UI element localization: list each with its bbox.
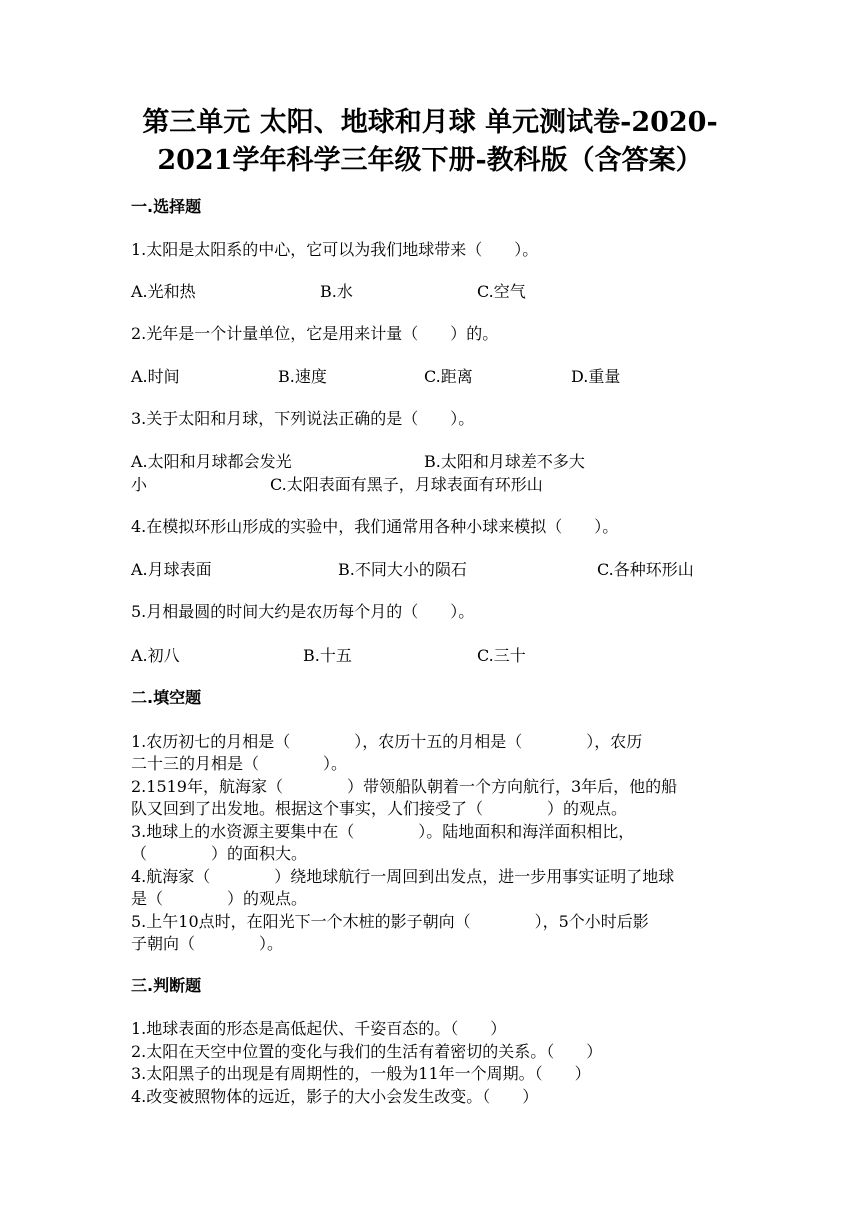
choice-2-option-c: C.距离: [424, 367, 473, 386]
choice-question-1: 1.太阳是太阳系的中心，它可以为我们地球带来（ ）。: [131, 240, 539, 259]
choice-3-option-a: A.太阳和月球都会发光: [131, 452, 292, 471]
fill-line: 1.农历初七的月相是（ ），农历十五的月相是（ ），农历: [131, 732, 643, 751]
choice-4-option-b: B.不同大小的陨石: [338, 560, 467, 579]
fill-line: 3.地球上的水资源主要集中在（ ）。陆地面积和海洋面积相比，: [131, 822, 635, 841]
fill-line: 5.上午10点时，在阳光下一个木桩的影子朝向（ ），5个小时后影: [131, 912, 649, 931]
section-heading-judge: 三.判断题: [131, 976, 202, 995]
judge-line: 2.太阳在天空中位置的变化与我们的生活有着密切的关系。（ ）: [131, 1042, 603, 1061]
judge-line: 4.改变被照物体的远近，影子的大小会发生改变。（ ）: [131, 1087, 539, 1106]
choice-5-option-c: C.三十: [477, 646, 526, 665]
fill-line: 队又回到了出发地。根据这个事实，人们接受了（ ）的观点。: [131, 799, 628, 818]
choice-5-option-a: A.初八: [131, 646, 180, 665]
choice-2-option-b: B.速度: [278, 367, 327, 386]
judge-line: 3.太阳黑子的出现是有周期性的，一般为11年一个周期。（ ）: [131, 1064, 591, 1083]
fill-line: 二十三的月相是（ ）。: [131, 754, 348, 773]
choice-3-option-b: B.太阳和月球差不多大: [424, 452, 585, 471]
fill-line: 4.航海家（ ）绕地球航行一周回到出发点，进一步用事实证明了地球: [131, 867, 675, 886]
fill-line: 子朝向（ ）。: [131, 934, 284, 953]
section-heading-fill: 二.填空题: [131, 688, 202, 707]
choice-question-3: 3.关于太阳和月球，下列说法正确的是（ ）。: [131, 409, 475, 428]
choice-1-option-c: C.空气: [477, 282, 526, 301]
fill-line: 2.1519年，航海家（ ）带领船队朝着一个方向航行，3年后，他的船: [131, 777, 678, 796]
choice-question-4: 4.在模拟环形山形成的实验中，我们通常用各种小球来模拟（ ）。: [131, 517, 619, 536]
choice-3-option-b-wrap: 小: [131, 475, 148, 494]
fill-line: （ ）的面积大。: [131, 844, 308, 863]
judge-line: 1.地球表面的形态是高低起伏、千姿百态的。（ ）: [131, 1019, 507, 1038]
choice-2-option-d: D.重量: [571, 367, 621, 386]
choice-4-option-c: C.各种环形山: [597, 560, 694, 579]
choice-3-option-c: C.太阳表面有黑子，月球表面有环形山: [270, 475, 543, 494]
choice-2-option-a: A.时间: [131, 367, 180, 386]
choice-4-option-a: A.月球表面: [131, 560, 212, 579]
section-heading-choice: 一.选择题: [131, 197, 202, 216]
choice-1-option-b: B.水: [320, 282, 353, 301]
document-title-line-2: 2021学年科学三年级下册-教科版（含答案）: [157, 145, 703, 176]
choice-1-option-a: A.光和热: [131, 282, 196, 301]
choice-question-2: 2.光年是一个计量单位，它是用来计量（ ）的。: [131, 324, 499, 343]
fill-line: 是（ ）的观点。: [131, 889, 308, 908]
choice-5-option-b: B.十五: [303, 646, 352, 665]
document-title-line-1: 第三单元 太阳、地球和月球 单元测试卷-2020-: [142, 107, 718, 138]
choice-question-5: 5.月相最圆的时间大约是农历每个月的（ ）。: [131, 602, 475, 621]
